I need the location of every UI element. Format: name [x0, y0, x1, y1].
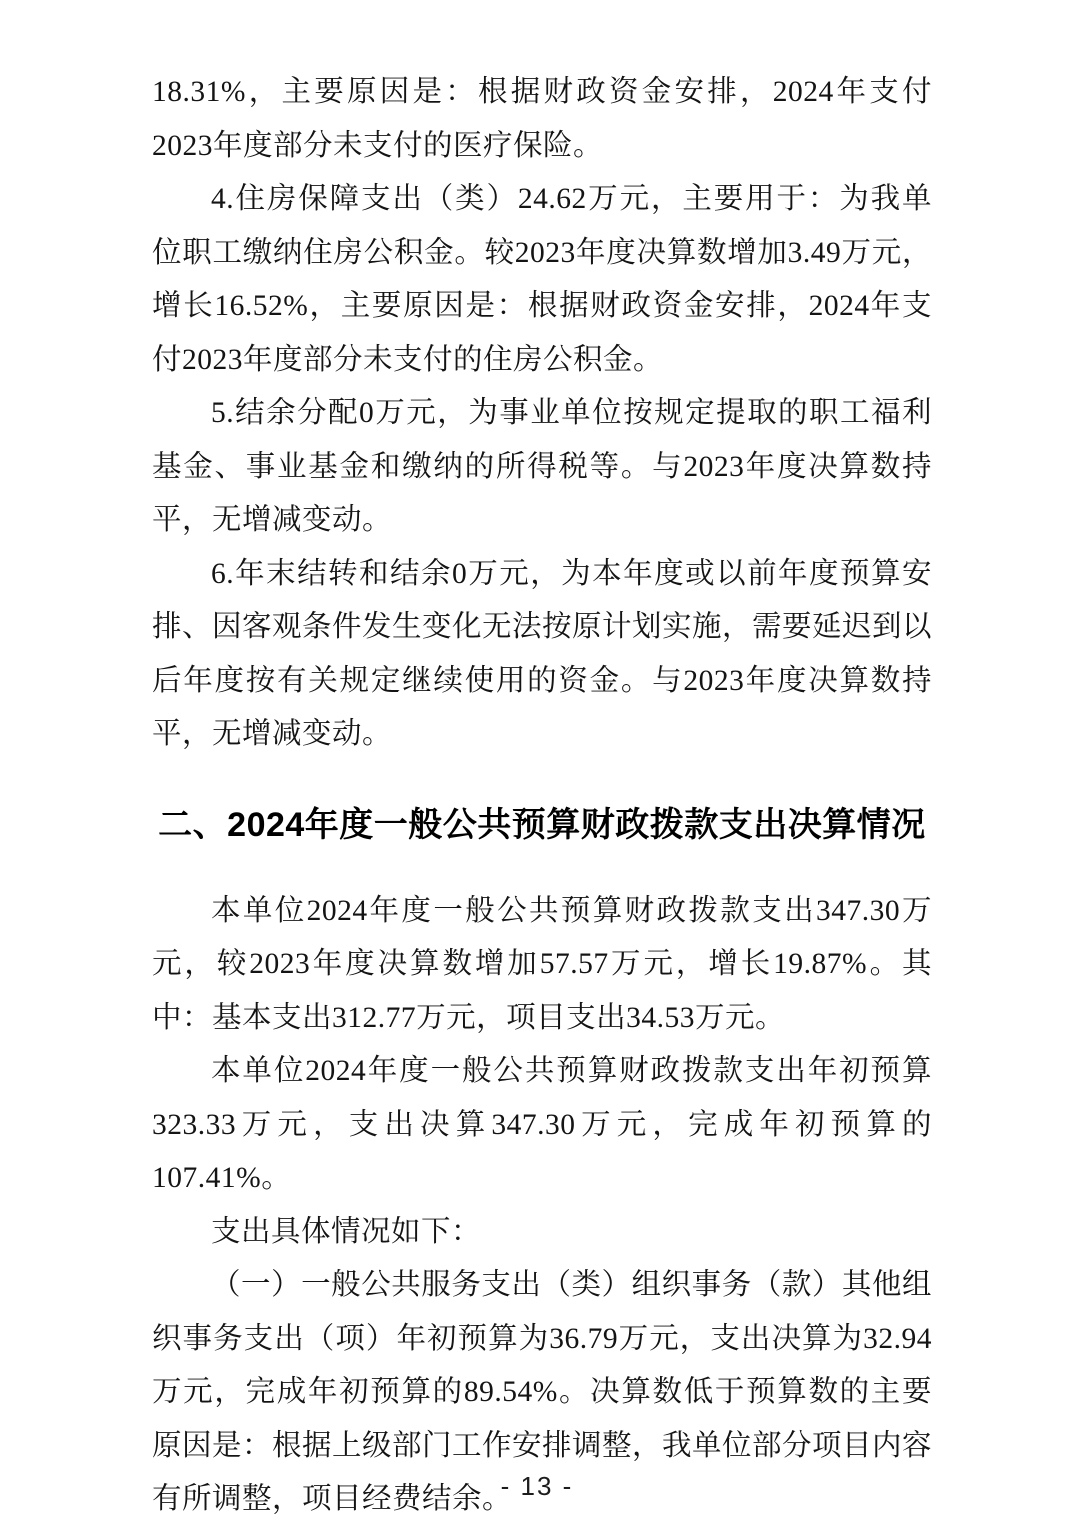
paragraph-medical-insurance-continuation: 18.31%，主要原因是：根据财政资金安排，2024年支付2023年度部分未支付的医疗保险。 — [152, 76, 932, 162]
paragraph-item6-year-end-carryover: 6.年末结转和结余0万元，为本年度或以前年度预算安排、因客观条件发生变化无法按原计划实施，需要延迟到以后年度按有关规定继续使用的资金。与2023年度决算数持平，无增减变动。 — [152, 557, 933, 750]
page-footer — [0, 1471, 1074, 1502]
paragraph-detail-item1-general-public-service: （一）一般公共服务支出（类）组织事务（款）其他组织事务支出（项）年初预算为36.79万元，支出决算为32.94万元，完成年初预算的89.54%。决算数低于预算数的主要原因是：根据上级部门工作安排调整，我单位部分项目内容有所调整，项目经费结余。 — [152, 1269, 933, 1515]
paragraph-item4-housing-support: 4.住房保障支出（类）24.62万元，主要用于：为我单位职工缴纳住房公积金。较2023年度决算数增加3.49万元，增长16.52%，主要原因是：根据财政资金安排，2024年支付2023年度部分未支付的住房公积金。 — [152, 183, 932, 376]
paragraph-expenditure-total: 本单位2024年度一般公共预算财政拨款支出347.30万元，较2023年度决算数增加57.57万元，增长19.87%。其中：基本支出312.77万元，项目支出34.53万元。 — [152, 894, 932, 1034]
section-heading-part2: 二、2024年度一般公共预算财政拨款支出决算情况 — [158, 805, 926, 844]
paragraph-detail-intro: 支出具体情况如下： — [211, 1215, 482, 1248]
paragraph-budget-completion: 本单位2024年度一般公共预算财政拨款支出年初预算323.33万元，支出决算347.30万元，完成年初预算的107.41%。 — [152, 1055, 932, 1194]
paragraph-item5-surplus-allocation: 5.结余分配0万元，为事业单位按规定提取的职工福利基金、事业基金和缴纳的所得税等。与2023年度决算数持平，无增减变动。 — [152, 397, 932, 536]
page-number: - 13 - — [500, 1471, 574, 1501]
